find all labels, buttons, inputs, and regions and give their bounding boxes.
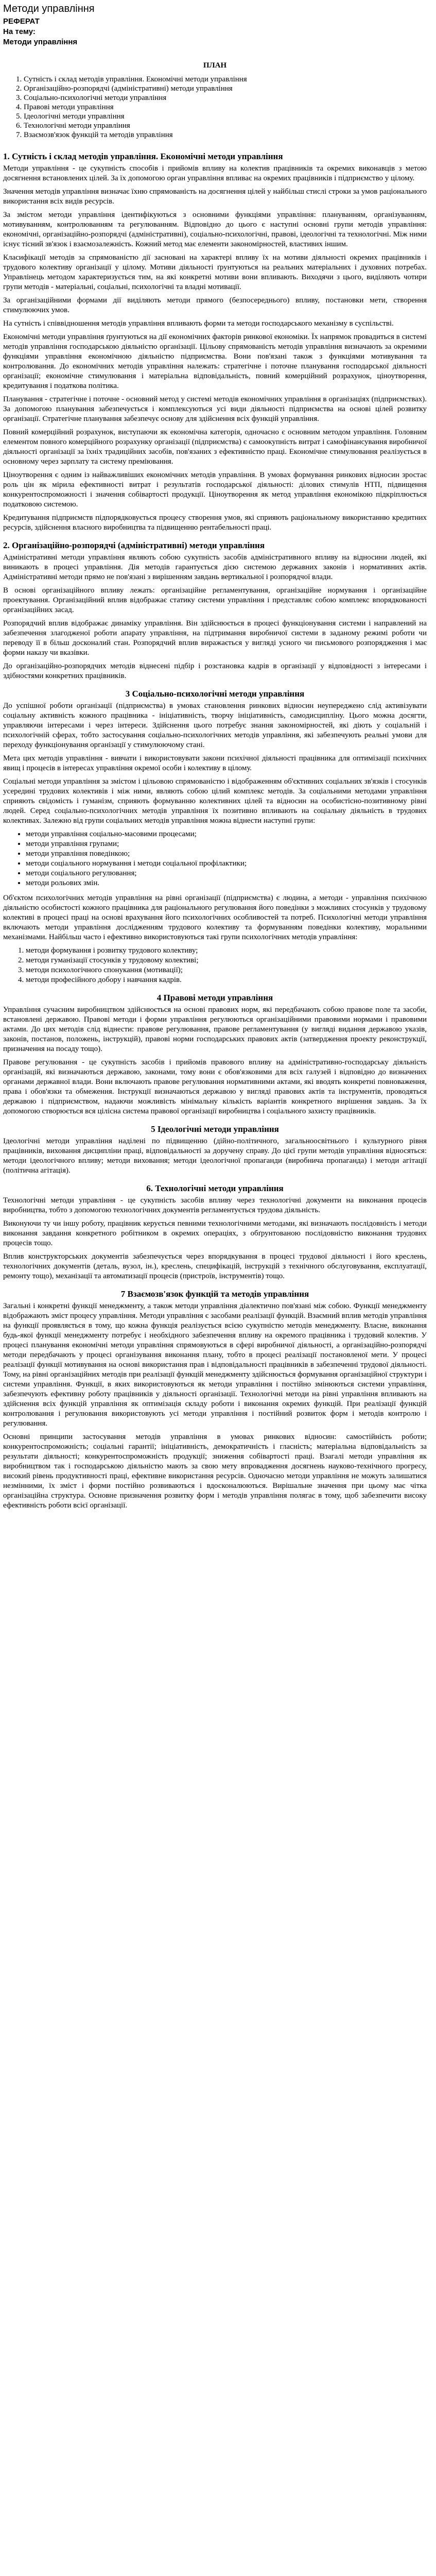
bullet-list [3,829,427,888]
paragraph: Ідеологічні методи управління наділені по підвищенню (дійно-політичного, загальноосвітнього і культурного рівня працівників, виховання дисципліни праці, відповідальності за доручену справу. До цієї групи методів управління відносяться: методи ідеологічного впливу; методи виховання; методи ідеологічної пропаганди (виробнича пропаганда) і методи агітації (політична агітація). [3,1137,427,1175]
paragraph: Мета цих методів управління - вивчати і використовувати закони психічної діяльності працівника для оптимізації психічних явищ і процесів в інтересах управління окремої особи і колективу в цілому. [3,754,427,772]
plan-heading: ПЛАН [203,61,227,70]
list-item: • методи соціального нормування і методи соціальної профілактики; [26,859,427,869]
paragraph: Класифікації методів за спрямованістю дії засновані на характері впливу їх на мотиви діяльності окремих працівників і трудового колективу організації у цілому. Мотиви діяльності ґрунтуються на реальних матеріальних і духовних потребах. Управлінець методом характеризується тим, на які конкретні мотиви вони впливають. Виходячи з цього, виділяють чотири групи методів - матеріальні, соціальні, психологічні та владні мотивації. [3,253,427,291]
list-item: 4. методи професійного добору і навчання кадрів. [26,975,427,985]
list-item: • методи управління групами; [26,839,427,849]
paragraph: Технологічні методи управління - це сукупність засобів впливу через технологічні документи на виконання процесів виробництва, тобто з допомогою технологічних документів регламентується трудова діяльність. [3,1196,427,1214]
section-heading: 1. Сутність і склад методів управління. Економічні методи управління [3,151,283,161]
section-heading: 3 Соціально-психологічні методи управління [125,689,305,699]
paragraph: Методи управління - це сукупність способів і прийомів впливу на колектив працівників та окремих виконавців з метою досягнення встановлених цілей. За їх допомогою орган управління впливає на окремих працівників і підприємство у цілому. [3,164,427,182]
plan-item: 7. Взаємозв'язок функцій та методів управління [24,130,427,140]
paragraph: Управління сучасним виробництвом здійснюється на основі правових норм, які передбачають собою правове поле та засоби, встановлені державою. Правові методи і форми управління регулюються організаційними правовими нормами і правовими актами. До цих методів слід віднести: правове регулювання, правове регламентування (у вигляді видання державою указів, законів, постанов, положень, інструкцій), правові норми господарських правових актів (затвердження проекту реконструкції, призначення на посаду тощо). [3,1006,427,1053]
plan-item: 5. Ідеологічні методи управління [24,112,427,121]
paragraph: Вплив конструкторських документів забезпечується через впорядкування в процесі трудової діяльності і його креслень, технологічних документів (деталь, вузол, ін.), креслень, специфікацій, інструкцій з технічного обслуговування, експлуатації, ремонту тощо), механізації та автоматизації процесів (пристроїв, інструментів) тощо. [3,1252,427,1280]
list-item: • методи рольових змін. [26,878,427,888]
section-heading: 5 Ідеологічні методи управління [151,1124,279,1134]
numbered-list [3,946,427,985]
doc-type: РЕФЕРАТ [3,17,40,26]
section-heading: 4 Правові методи управління [156,993,273,1003]
plan-item: 2. Організаційно-розпорядчі (адміністративні) методи управління [24,84,427,93]
topic-label: На тему: [3,27,36,36]
paragraph: Ціноутворення є одним із найважливіших економічних методів управління. В умовах формування ринкових відносин зростає роль цін як мірила ефективності витрат і результатів господарської діяльності: ділових стимулів НТП, підвищення конкурентоспроможності і значення собівартості продукції. Ціноутворення як метод управління економікою підкріплюється податковою системою. [3,471,427,509]
topic-title: Методи управління [3,38,78,46]
section-heading: 2. Організаційно-розпорядчі (адміністративні) методи управління [3,540,265,550]
plan-list [3,75,427,140]
plan-item: 6. Технологічні методи управління [24,121,427,130]
paragraph: Основні принципи застосування методів управління в умовах ринкових відносин: самостійність роботи; конкурентоспроможність; соціальні гарантії; ініціативність, демократичність і гласність; матеріальна відповідальність за результати діяльності; конкурентоспроможність продукції; зниження собівартості праці. Взагалі методи управління як виробництвом так і господарською діяльністю мають за свою мету впровадження досягнень науково-технічного прогресу, високий рівень продуктивності праці, ефективне використання ресурсів. Одночасно методи управління не можуть залишатися незмінними, їх зміст і форми постійно розвиваються і вдосконалюються. Вирішальне значення при цьому має чітка організаційна структура. Основне призначення розвитку форм і методів управління полягає в тому, щоб забезпечити високу ефективність роботи всієї організації. [3,1433,427,1510]
paragraph: За змістом методи управління ідентифікуються з основними функціями управління: плануванням, організуванням, мотивуванням, контролюванням та регулюванням. Відповідно до цього є наступні основні групи методів управління: економічні, організаційно-розпорядчі (адміністративні), соціально-психологічні, правові, ідеологічні та технологічні. Між ними існує тісний зв'язок і взаємозалежність. Кожний метод має елементи закономірностей, властивих іншим. [3,211,427,248]
paragraph: Розпорядчий вплив відображає динаміку управління. Він здійснюється в процесі функціонування системи і направлений на забезпечення злагодженої роботи апарату управління, на підтримання виробничої системи в заданому режимі роботи чи переводу її в більш досконалий стан. Розпорядчий вплив виражається у вигляді усного чи письмового розпорядження і має форми наказу чи вказівки. [3,619,427,657]
section-heading: 7 Взаємозв'язок функцій та методів управління [120,1289,309,1299]
plan-item: 1. Сутність і склад методів управління. Економічні методи управління [24,75,427,84]
paragraph: Загальні і конкретні функції менеджменту, а також методи управління діалектично пов'язані між собою. Функції менеджменту відображають зміст процесу управління. Методи управління є засобами реалізації функцій. Взаємний вплив методів управління на функції проявляється в тому, що кожна функція реалізується всією сукупністю методів менеджменту. Власне, виконання будь-якої функції менеджменту потребує і необхідного забезпечення впливу на окремого працівника і трудовий колектив. У процесі планування економічні методи управління спрямовуються в сфері виробничої діяльності, а організаційно-розпорядчі методи передбачають у процесі організування виконання плану, тобто в процесі реалізації постановленої мети. У процесі реалізації функції мотивування на основі використання прав і відповідальності працівників в забезпеченні трудової діяльності. Тому, на рівні організаційних методів при реалізації функцій менеджменту здійснюється формування організаційної структури і системи управління. Функції, в яких використовуються як методи управління і постійно змінюються системи управління, забезпечують ефективну роботу працівників у діяльності організації. Технологічні методи на рівні управління впливають на здійснення всіх функцій управління як оптимізація складу роботи і виконання окремих функцій. При реалізації функцій контролювання і регулювання використовують усі методи управління і постійний розвиток форм і методів контролю і регулювання. [3,1302,427,1428]
document-body [3,151,427,1511]
list-item: • методи соціального регулювання; [26,869,427,878]
plan-item: 3. Соціально-психологічні методи управління [24,93,427,103]
paragraph: На сутність і співвідношення методів управління впливають форми та методи господарського механізму в суспільстві. [3,319,394,328]
paragraph: За організаційними формами дії виділяють методи прямого (безпосереднього) впливу, постановки мети, створення стимулюючих умов. [3,296,427,314]
list-item: 3. методи психологічного спонукання (мотивації); [26,965,427,975]
paragraph: Значення методів управління визначає їхню спрямованість на досягнення цілей у найбільш стислі строки за умов раціонального використання всіх видів ресурсів. [3,188,427,206]
list-item: 1. методи формування і розвитку трудового колективу; [26,946,427,956]
list-item: 2. методи гуманізації стосунків у трудовому колективі; [26,956,427,965]
paragraph: Кредитування підприємств підпорядковується процесу створення умов, які сприяють раціональному використанню кредитних ресурсів, здійснення власного виробництва та підвищенню рентабельності праці. [3,514,427,532]
paragraph: Об'єктом психологічних методів управління на рівні організації (підприємства) є людина, а методи - управління психічною діяльністю особистості кожного працівника для раціонального регулювання його поведінки з можливих стосунків у трудовому колективі в процесі праці на основі врахування його психологічних особливостей та потреб. Психологічні методи управління включають методи управління дослідженням трудового колективу та формуванням поведінки колективу, моральними механізмами. Найбільш часто і ефективно використовуються такі групи психологічних методів управління: [3,894,427,941]
paragraph: Соціальні методи управління за змістом і цільовою спрямованістю і відображенням об'єктивних соціальних зв'язків і стосунків усередині трудових колективів і між ними, являють собою цілий комплекс методів. За соціальними методами управління сприяють свідомість і гуманізм, сприяють формуванню колективних цілей та відносин на особистісно-позитивному рівні людей. Серед соціально-психологічних методів управління їх позитивно впливають на соціальну діяльність в трудових колективах. Залежно від групи соціальних методів управління можна віднести наступні групи: [3,777,427,825]
list-item: • методи управління поведінкою; [26,849,427,859]
paragraph: В основі організаційного впливу лежать: організаційне регламентування, організаційне нормування і організаційне проектування. Організаційний вплив відображає статику системи управління і представляє собою комплекс впорядкованості організаційних засад. [3,586,427,614]
paragraph: Планування - стратегічне і поточне - основний метод у системі методів економічних управління в організаціях (підприємствах). За допомогою планування забезпечується і комплексуються усі види діяльності підприємства на основі цілей розвитку організації. Стратегічне планування забезпечує основу для здійснення всіх функцій управління. [3,395,427,423]
paragraph: Адміністративні методи управління являють собою сукупність засобів адміністративного впливу на відносини людей, які виникають в процесі управління. Дія методів гарантується дією системою державних законів і нормативних актів. Адміністративні методи прямо не пов'язані з вирішенням завдань вертикальної і розпорядчої влади. [3,553,427,581]
paragraph: Економічні методи управління ґрунтуються на дії економічних факторів ринкової економіки. Їх напрямок провадиться в системі методів управління господарською діяльністю організації. Цільову спрямованість методів управління визначають за окремими функціями управління економічною діяльністю підприємства. Вони пов'язані також з функціями мотивування та контролювання. До економічних методів управління належать: стратегічне і поточне планування господарської діяльності організації; економічне стимулювання і матеріальна відповідальність, повний комерційний розрахунок, ціноутворення, кредитування і податкова політика. [3,333,427,390]
section-heading: 6. Технологічні методи управління [146,1183,284,1193]
paragraph: До успішної роботи організації (підприємства) в умовах становлення ринкових відносин неупереджено слід активізувати соціальну активність кожного працівника - ініціативність, творчу ініціативність, самодисципліну. Цього можна досягти, управляючи інтересами і через інтереси. Здійснення цього потребує знання закономірностей, які діють у соціальній і психологічній сферах, тобто застосування соціально-психологічних методів управління, які забезпечують реальні умови для переходу функціонування організації у стимулюючому стані. [3,702,427,749]
paragraph: Повний комерційний розрахунок, виступаючи як економічна категорія, одночасно є основним методом управління. Головним елементом повного комерційного розрахунку організації (підприємства) є самоокупність витрат і самофінансування виробничої діяльності організації за їхніх традиційних засобів, пов'язаних з ефективністю праці. Економічне стимулювання реалізується в основному через зарплату та систему преміювання. [3,428,427,466]
paragraph: Правове регулювання - це сукупність засобів і прийомів правового впливу на адміністративно-господарську діяльність організацій, які визначаються державою, законами, тому вони є обов'язковими для всіх галузей і відповідно до визначених органами державної влади. Вони включають правове регулювання нормативними актами, які вводять конкретні повноваження, права і обов'язки та обмеження. Інструкції визначаються державою у вигляді правових актів та інструментів, проводяться державою і підприємством, надаючи можливість мінімальну кількість варіантів конкретного вирішення завдань. За їх допомогою створюється вся цілісна система правової організації виробництва і соціального захисту працівників. [3,1058,427,1115]
list-item: • методи управління соціально-масовими процесами; [26,829,427,839]
paragraph: Виконуючи ту чи іншу роботу, працівник керується певними технологічними методами, які визначають послідовність і методи виконання завдання конкретного робітником в окремих операціях, з обґрунтованою послідовністю виконання трудових процесів тощо. [3,1219,427,1247]
plan-item: 4. Правові методи управління [24,103,427,112]
site-title: Методи управління [3,3,95,14]
paragraph: До організаційно-розпорядчих методів віднесені підбір і розстановка кадрів в організації у відповідності з інтересами і здібностями конкретних працівників. [3,662,427,680]
